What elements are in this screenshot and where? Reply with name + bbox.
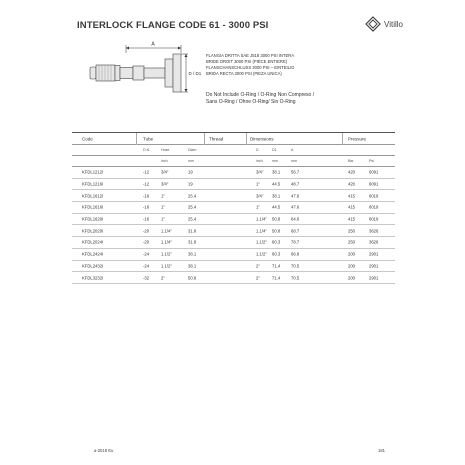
page-number: 181 [378, 448, 385, 453]
cell-hose: 1.1/2" [161, 251, 172, 257]
header-dimensions: Dimensions [250, 136, 274, 141]
brand [365, 16, 403, 32]
table-row [72, 167, 395, 179]
cell-code: KFDL3232I [82, 275, 104, 281]
cell-d1: 38.1 [272, 169, 281, 175]
cell-d: 1.1/4" [256, 216, 267, 222]
cell-a: 70.5 [291, 275, 300, 281]
oring-note-line-1: Do Not Include O-Ring / O-Ring Non Compreso / [206, 92, 315, 98]
header-pressure: Pressure [348, 136, 367, 141]
cell-d1: 44.5 [272, 181, 281, 187]
cell-diam: 19 [188, 181, 193, 187]
cell-d1: 71.4 [272, 263, 281, 269]
cell-diam: 19 [188, 169, 193, 175]
cell-d: 1.1/2" [256, 251, 267, 257]
cell-hose: 1" [161, 204, 165, 210]
subheader-dn: D.N. [143, 148, 151, 152]
diamond-logo-icon [365, 16, 381, 32]
cell-d: 1" [256, 204, 260, 210]
cell-hose: 2" [161, 275, 165, 281]
cell-psi: 6091 [369, 181, 379, 187]
header-code: Code [82, 136, 93, 141]
column-divider [204, 133, 205, 145]
cell-a: 48.7 [291, 181, 300, 187]
unit-hose: inch [161, 159, 168, 163]
cell-code: KFDL1612I [82, 193, 104, 199]
cell-bar: 420 [348, 181, 355, 187]
cell-code: KFDL2024I [82, 239, 104, 245]
cell-psi: 2901 [369, 275, 379, 281]
fitting-body [90, 54, 181, 92]
subheader-d: D [256, 148, 259, 152]
column-divider [246, 133, 247, 145]
subheader-d1: D1 [272, 148, 277, 152]
cell-a: 64.6 [291, 216, 300, 222]
cell-d1: 60.3 [272, 239, 281, 245]
cell-bar: 200 [348, 275, 355, 281]
table-row [72, 237, 395, 249]
table-body [72, 167, 395, 284]
cell-psi: 6019 [369, 216, 379, 222]
unit-diam: mm [188, 159, 194, 163]
cell-diam: 31.8 [188, 228, 197, 234]
spec-line: FLANGIA DRITTA SAE J518 3000 PSI INTERA [206, 53, 295, 58]
cell-diam: 38.1 [188, 251, 197, 257]
cell-a: 56.7 [291, 169, 300, 175]
table-units-row [72, 156, 395, 167]
cell-diam: 25.4 [188, 216, 197, 222]
cell-a: 66.8 [291, 251, 300, 257]
column-divider [342, 133, 343, 145]
table-header-row [72, 133, 395, 145]
cell-psi: 2901 [369, 263, 379, 269]
table-row [72, 179, 395, 191]
cell-code: KFDL1212I [82, 169, 104, 175]
cell-hose: 3/4" [161, 169, 169, 175]
cell-a: 78.7 [291, 239, 300, 245]
cell-dn: -24 [143, 251, 150, 257]
spec-line: BRIDE DROIT 3000 PSI (PIÈCE ENTIERE) [206, 59, 288, 64]
cell-bar: 250 [348, 239, 355, 245]
cell-psi: 6091 [369, 169, 379, 175]
unit-d: inch [256, 159, 263, 163]
cell-d: 3/4" [256, 169, 264, 175]
cell-diam: 38.1 [188, 263, 197, 269]
footer-edition: a-2018 Eu [94, 448, 114, 453]
cell-a: 47.6 [291, 193, 300, 199]
cell-bar: 250 [348, 228, 355, 234]
column-divider [136, 133, 137, 145]
header-thread: Thread [209, 136, 224, 141]
table-subheader-row [72, 145, 395, 156]
cell-diam: 25.4 [188, 204, 197, 210]
cell-diam: 31.8 [188, 239, 197, 245]
table-row [72, 272, 395, 284]
cell-d: 1" [256, 181, 260, 187]
cell-code: KFDL2424I [82, 251, 104, 257]
cell-bar: 420 [348, 169, 355, 175]
cell-d1: 44.5 [272, 204, 281, 210]
cell-d1: 60.3 [272, 251, 281, 257]
subheader-a: A [291, 148, 294, 152]
cell-psi: 6019 [369, 204, 379, 210]
spec-line: FLANSCHANSCHLUSS 3000 PSI – EINTEILIG [206, 65, 295, 70]
subheader-diam: Diam [188, 148, 197, 152]
cell-psi: 3626 [369, 239, 379, 245]
cell-dn: -16 [143, 193, 150, 199]
unit-bar: Bar [348, 159, 354, 163]
table-row [72, 225, 395, 237]
cell-dn: -20 [143, 239, 150, 245]
cell-hose: 1" [161, 193, 165, 199]
cell-a: 70.5 [291, 263, 300, 269]
cell-dn: -16 [143, 216, 150, 222]
cell-d: 2" [256, 263, 260, 269]
cell-d1: 50.8 [272, 228, 281, 234]
cell-hose: 1.1/4" [161, 239, 172, 245]
cell-bar: 200 [348, 251, 355, 257]
brand-name: Vitillo [384, 19, 403, 29]
cell-psi: 2901 [369, 251, 379, 257]
cell-code: KFDL2020I [82, 228, 104, 234]
cell-dn: -24 [143, 263, 150, 269]
cell-dn: -16 [143, 204, 150, 210]
oring-note [206, 92, 314, 106]
unit-d1: mm [272, 159, 278, 163]
dimension-a-label: A [151, 41, 155, 48]
dimension-d-label: D / D1 [188, 71, 202, 76]
dimension-d-line [181, 54, 188, 92]
unit-a: mm [291, 159, 297, 163]
cell-d1: 71.4 [272, 275, 281, 281]
cell-hose: 1.1/2" [161, 263, 172, 269]
cell-hose: 1.1/4" [161, 228, 172, 234]
cell-diam: 25.4 [188, 193, 197, 199]
cell-bar: 200 [348, 263, 355, 269]
table-row [72, 261, 395, 273]
spec-description [206, 53, 294, 77]
spec-line: BRIDA RECTA 3000 PSI (PIEZA UNICA) [206, 71, 282, 76]
cell-psi: 6019 [369, 193, 379, 199]
cell-code: KFDL2432I [82, 263, 104, 269]
cell-psi: 3626 [369, 228, 379, 234]
cell-hose: 1" [161, 216, 165, 222]
table-row [72, 249, 395, 261]
table-row [72, 214, 395, 226]
cell-d: 3/4" [256, 193, 264, 199]
cell-bar: 415 [348, 216, 355, 222]
cell-code: KFDL1620I [82, 216, 104, 222]
cell-d1: 38.1 [272, 193, 281, 199]
cell-code: KFDL1216I [82, 181, 104, 187]
cell-a: 68.7 [291, 228, 300, 234]
cell-d1: 50.8 [272, 216, 281, 222]
table-row [72, 190, 395, 202]
cell-dn: -32 [143, 275, 150, 281]
cell-d: 2" [256, 275, 260, 281]
cell-d: 1.1/2" [256, 239, 267, 245]
specification-table [72, 132, 395, 284]
cell-code: KFDL1616I [82, 204, 104, 210]
subheader-hose: Hose [161, 148, 170, 152]
cell-diam: 50.8 [188, 275, 197, 281]
cell-bar: 415 [348, 193, 355, 199]
cell-dn: -20 [143, 228, 150, 234]
cell-d: 1.1/4" [256, 228, 267, 234]
fitting-diagram [77, 36, 202, 116]
oring-note-line-2: Sans O-Ring / Ohne O-Ring/ Sin O-Ring [206, 99, 296, 105]
header-tube: Tube [143, 136, 154, 141]
page-title: INTERLOCK FLANGE CODE 61 - 3000 PSI [77, 20, 269, 31]
cell-dn: -12 [143, 169, 150, 175]
table-row [72, 202, 395, 214]
cell-dn: -12 [143, 181, 150, 187]
cell-hose: 3/4" [161, 181, 169, 187]
cell-a: 47.6 [291, 204, 300, 210]
cell-bar: 415 [348, 204, 355, 210]
unit-psi: Psi [369, 159, 374, 163]
